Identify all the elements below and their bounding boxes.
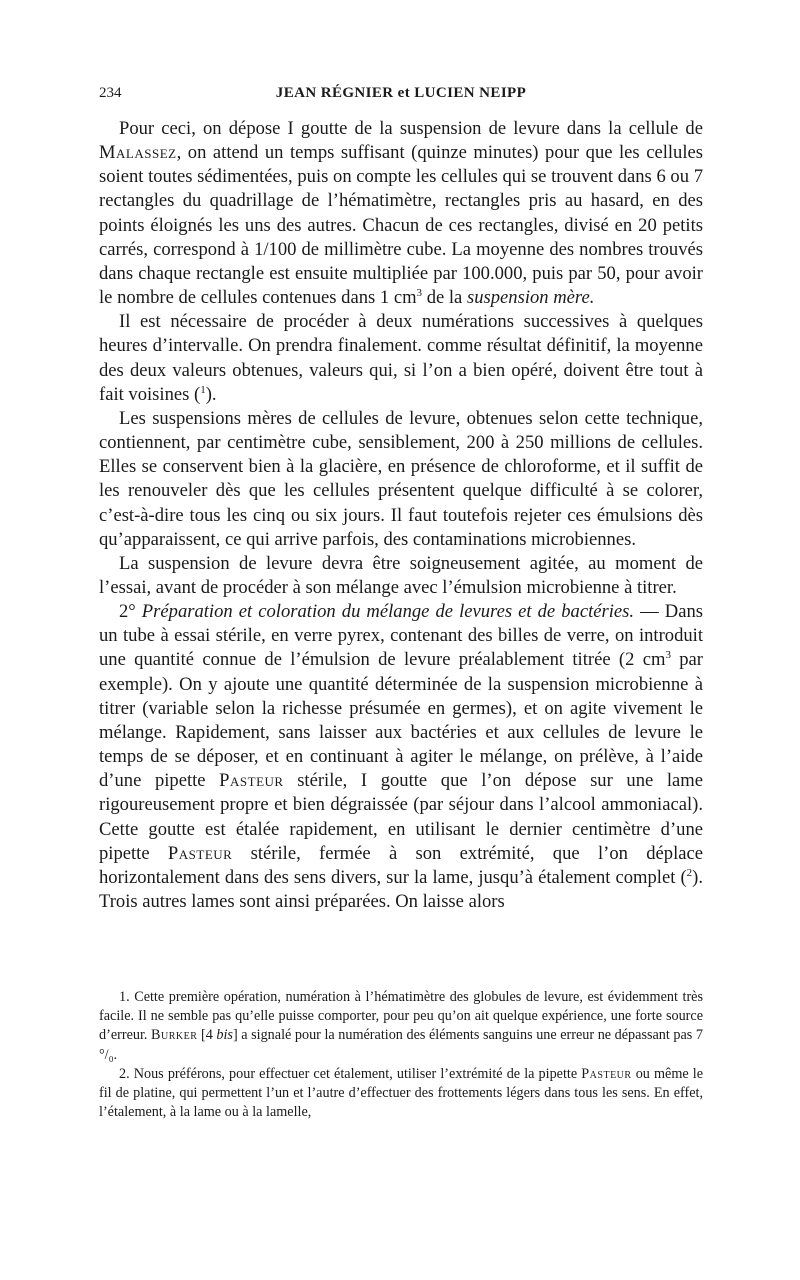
footnote-text: ] a signalé pour la numération des éléments sanguins une erreur ne dépassant pas 7 °/₀. bbox=[99, 1027, 703, 1063]
superscript: 3 bbox=[665, 649, 671, 662]
section-number: 2° bbox=[119, 601, 136, 623]
footnote-text: [4 bbox=[197, 1027, 217, 1044]
page-number: 234 bbox=[99, 85, 122, 101]
paragraph-text: ). bbox=[205, 383, 217, 405]
footnote-ref: 2 bbox=[686, 866, 693, 879]
paragraph-4: La suspension de levure devra être soigneusement agitée, au moment de l’essai, avant de procéder à son mélange avec l’émulsion microbienne à titrer. bbox=[99, 552, 703, 598]
author-name: Pasteur bbox=[167, 842, 233, 864]
footnote-ref: 1 bbox=[200, 383, 206, 396]
paragraph-text: par exemple). On y ajoute une quantité déterminée de la suspension microbienne à titrer (variable selon la richesse présumée en germes), et on agite vivement le mélange. Rapidement, sans laisser aux bactéries et aux cellules de levure le temps de se déposer, et en continuant à agiter le mélange, on prélève, à l’aide d’une pipette bbox=[99, 649, 703, 792]
paragraph-3: Les suspensions mères de cellules de levure, obtenues selon cette technique, contiennent, par centimètre cube, sensiblement, 200 à 250 millions de cellules. Elles se conservent bien à la glacière, en présence de chloroforme, et il suffit de les renouveler dès que les cellules présentent quelque difficulté à se colorer, c’est-à-dire tous les cinq ou six jours. Il faut toutefois rejeter ces émulsions dès qu’apparaissent, ce qui arrive parfois, des contaminations microbiennes. bbox=[99, 407, 703, 550]
paragraph-text: Il est nécessaire de procéder à deux numérations successives à quelques heures d’intervalle. On prendra finalement. comme résultat définitif, la moyenne des deux valeurs obtenues, valeurs qui, si l’on a bien opéré, doivent être tout à fait voisines ( bbox=[99, 311, 703, 405]
footnotes bbox=[99, 988, 703, 1122]
paragraph-text: Pour ceci, on dépose I goutte de la suspension de levure dans la cellule de bbox=[119, 118, 703, 139]
author-name: Burker bbox=[151, 1027, 198, 1044]
paragraph-2 bbox=[99, 310, 703, 407]
italic-term: suspension mère. bbox=[466, 287, 595, 309]
author-name: Pasteur bbox=[219, 770, 284, 792]
paragraph-text: stérile, I goutte que l’on dépose sur une lame rigoureusement propre et bien dégraissée (par séjour dans l’alcool ammoniacal). Cette goutte est étalée rapidement, en utilisant le dernier centimètre d’une pipette bbox=[99, 770, 704, 864]
paragraph-text: , on attend un temps suffisant (quinze minutes) pour que les cellules soient toutes sédimentées, puis on compte les cellules qui se trouvent dans 6 ou 7 rectangles du quadrillage de l’hématimètre, rectangles pris au hasard, en des points éloignés les uns des autres. Chacun de ces rectangles, divisé en 20 petits carrés, correspond à 1/100 de millimètre cube. La moyenne des nombres trouvés dans chaque rectangle est ensuite multipliée par 100.000, puis par 50, pour avoir le nombre de cellules contenues dans 1 cm bbox=[99, 142, 703, 309]
running-head: JEAN RÉGNIER et LUCIEN NEIPP bbox=[275, 85, 527, 101]
footnote-text: 2. Nous préférons, pour effectuer cet étalement, utiliser l’extrémité de la pipette bbox=[119, 1065, 582, 1082]
page-header bbox=[99, 85, 703, 109]
footnote-1 bbox=[99, 988, 703, 1065]
body-text bbox=[99, 117, 703, 914]
paragraph-text: stérile, fermée à son extrémité, que l’on déplace horizontalement dans des sens divers, sur la lame, jusqu’à étalement complet ( bbox=[99, 842, 703, 888]
footnote-2 bbox=[99, 1065, 703, 1123]
superscript: 3 bbox=[416, 286, 423, 299]
section-title: Préparation et coloration du mélange de levures et de bactéries. bbox=[135, 601, 635, 623]
footnote-text: 1. Cette première opération, numération à l’hématimètre des globules de levure, est évidemment très facile. Il ne semble pas qu’elle puisse comporter, pour peu qu’on ait quelque expérience, une forte source d’erreur. bbox=[99, 989, 703, 1044]
paragraph-text: ). Trois autres lames sont ainsi préparées. On laisse alors bbox=[99, 866, 703, 912]
italic-term: bis bbox=[216, 1027, 233, 1044]
paragraph-1 bbox=[99, 117, 703, 310]
author-name: Malassez bbox=[99, 142, 177, 164]
footnote-text: ou même le fil de platine, qui permettent l’un et l’autre d’effectuer des frottements légers dans tous les sens. En effet, l’étalement, à la lame ou à la lamelle, bbox=[99, 1065, 703, 1121]
paragraph-text: — Dans un tube à essai stérile, en verre pyrex, contenant des billes de verre, on introduit une quantité connue de l’émulsion de levure préalablement titrée (2 cm bbox=[99, 601, 703, 671]
paragraph-text: de la bbox=[422, 287, 467, 309]
paragraph-5 bbox=[99, 600, 703, 914]
author-name: Pasteur bbox=[581, 1065, 632, 1082]
